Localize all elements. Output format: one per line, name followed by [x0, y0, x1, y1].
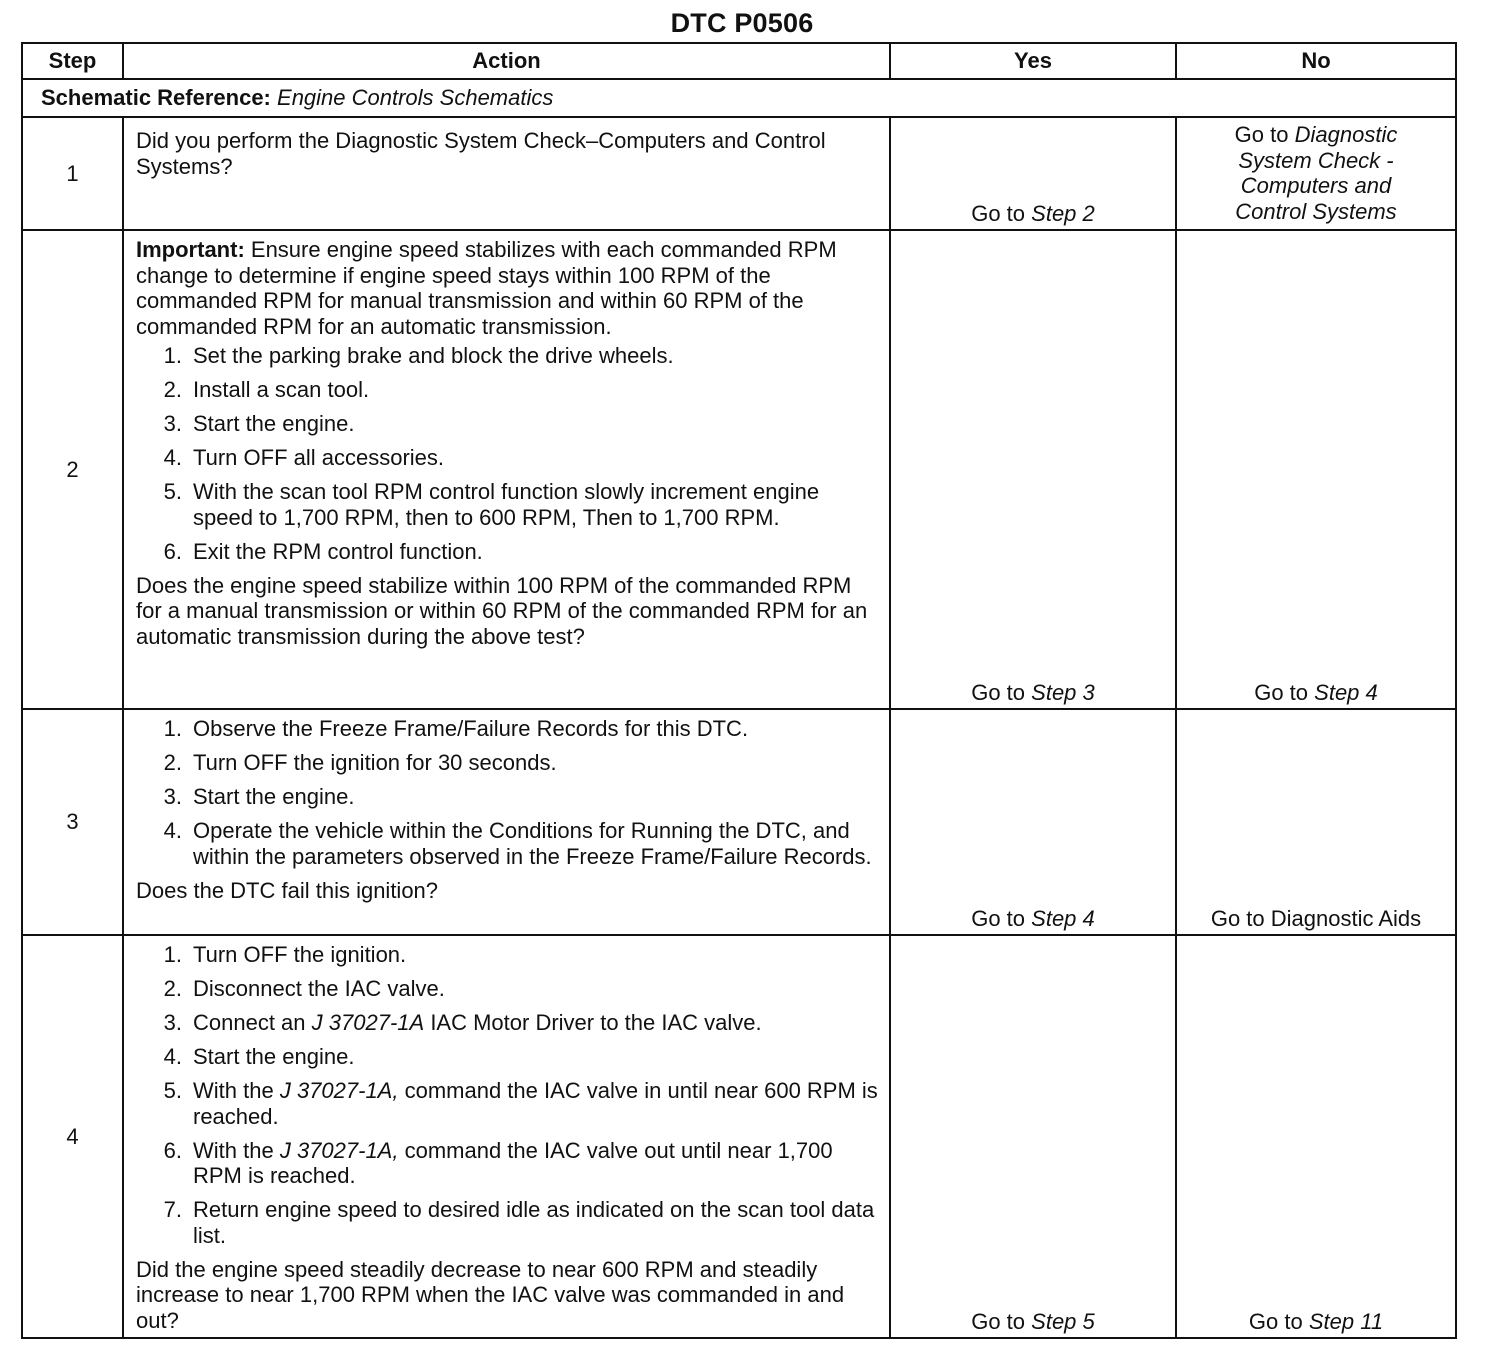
go-to-text: Go to [971, 679, 1026, 705]
no-link-line1[interactable]: Diagnostic [1294, 122, 1398, 147]
list-item: 3. Start the engine. [163, 411, 355, 436]
list-item: 6. Exit the RPM control function. [163, 538, 483, 564]
action-cell [123, 230, 890, 709]
go-to-text: Go to [971, 1308, 1026, 1334]
tool-name: J 37027-1A, [279, 1078, 399, 1103]
schematic-reference [22, 79, 1456, 117]
no-link[interactable]: Go to Diagnostic Aids [1210, 905, 1422, 931]
important-label: Important: [136, 237, 245, 262]
list-item: 7. Return engine speed to desired idle as indicated on the scan tool data list. [163, 1197, 875, 1248]
no-cell [1176, 935, 1456, 1338]
page-title: DTC P0506 [670, 8, 814, 38]
table-row [22, 935, 1456, 1338]
diagnostic-table [21, 42, 1457, 1339]
table-row [22, 709, 1456, 935]
step-list [136, 942, 879, 1248]
yes-link[interactable]: Step 5 [1031, 1308, 1095, 1334]
list-item: 5. With the scan tool RPM control function slowly increment engine speed to 1,700 RPM, then to 600 RPM, Then to 1,700 RPM. [163, 479, 820, 530]
go-to-text: Go to [971, 200, 1026, 226]
important-note [136, 237, 879, 339]
list-item: 1. Turn OFF the ignition. [163, 942, 407, 967]
table-row [22, 230, 1456, 709]
schematic-reference-row [22, 79, 1456, 117]
go-to-text: Go to [1234, 122, 1289, 147]
yes-cell [890, 935, 1176, 1338]
no-link-line3[interactable]: Computers and [1240, 173, 1392, 198]
step-list [136, 716, 879, 869]
go-to-text: Go to [971, 905, 1026, 931]
list-item: 4. Start the engine. [163, 1044, 355, 1069]
step-list [136, 343, 879, 564]
step-number: 3 [22, 709, 123, 935]
yes-link[interactable]: Step 3 [1031, 679, 1095, 705]
list-item: 1. Observe the Freeze Frame/Failure Records for this DTC. [163, 716, 749, 741]
header-step: Step [22, 43, 123, 79]
header-no: No [1176, 43, 1456, 79]
yes-link[interactable]: Step 2 [1031, 200, 1095, 226]
step-number: 1 [22, 117, 123, 230]
list-item: 3. Connect an J 37027-1A IAC Motor Driver to the IAC valve. [163, 1010, 762, 1035]
no-cell [1176, 230, 1456, 709]
list-item: 2. Turn OFF the ignition for 30 seconds. [163, 750, 557, 775]
question: Does the DTC fail this ignition? [136, 877, 439, 903]
question: Did you perform the Diagnostic System Check–Computers and Control Systems? [136, 128, 826, 179]
table-row [22, 117, 1456, 230]
tool-name: J 37027-1A [311, 1010, 425, 1035]
list-item: 5. With the J 37027-1A, command the IAC valve in until near 600 RPM is reached. [163, 1078, 878, 1129]
important-text: Ensure engine speed stabilizes with each commanded RPM change to determine if engine speed stays within 100 RPM of the commanded RPM for manual transmission and within 60 RPM of the commanded RPM for an automatic transmission. [136, 237, 837, 339]
no-link[interactable]: Step 4 [1314, 679, 1378, 705]
schematic-reference-link[interactable]: Engine Controls Schematics [277, 85, 554, 111]
no-link[interactable]: Step 11 [1308, 1308, 1384, 1334]
list-item: 2. Install a scan tool. [163, 377, 370, 402]
action-cell [123, 117, 890, 230]
header-action: Action [123, 43, 890, 79]
header-yes: Yes [890, 43, 1176, 79]
step-number: 2 [22, 230, 123, 709]
no-cell [1176, 709, 1456, 935]
list-item: 6. With the J 37027-1A, command the IAC valve out until near 1,700 RPM is reached. [163, 1137, 833, 1188]
no-link-line2[interactable]: System Check - [1238, 147, 1394, 173]
step-number: 4 [22, 935, 123, 1338]
header-row [22, 43, 1456, 79]
question: Does the engine speed stabilize within 100 RPM of the commanded RPM for a manual transmission or within 60 RPM of the commanded RPM for an automatic transmission during the above test? [136, 572, 868, 649]
list-item: 4. Operate the vehicle within the Conditions for Running the DTC, and within the parameters observed in the Freeze Frame/Failure Records. [163, 818, 872, 869]
go-to-text: Go to [1254, 679, 1309, 705]
list-item: 1. Set the parking brake and block the drive wheels. [163, 343, 674, 368]
list-item: 2. Disconnect the IAC valve. [163, 976, 445, 1001]
list-item: 3. Start the engine. [163, 784, 355, 809]
action-cell [123, 709, 890, 935]
yes-cell [890, 230, 1176, 709]
no-cell [1176, 117, 1456, 230]
schematic-reference-label: Schematic Reference: [41, 85, 271, 111]
yes-cell [890, 117, 1176, 230]
list-item: 4. Turn OFF all accessories. [163, 445, 445, 470]
action-cell [123, 935, 890, 1338]
yes-cell [890, 709, 1176, 935]
tool-name: J 37027-1A, [279, 1137, 399, 1163]
yes-link[interactable]: Step 4 [1031, 905, 1095, 931]
no-link-line4[interactable]: Control Systems [1235, 198, 1397, 224]
go-to-text: Go to [1248, 1308, 1303, 1334]
question: Did the engine speed steadily decrease to near 600 RPM and steadily increase to near 1,700 RPM when the IAC valve was commanded in and out? [136, 1256, 845, 1333]
